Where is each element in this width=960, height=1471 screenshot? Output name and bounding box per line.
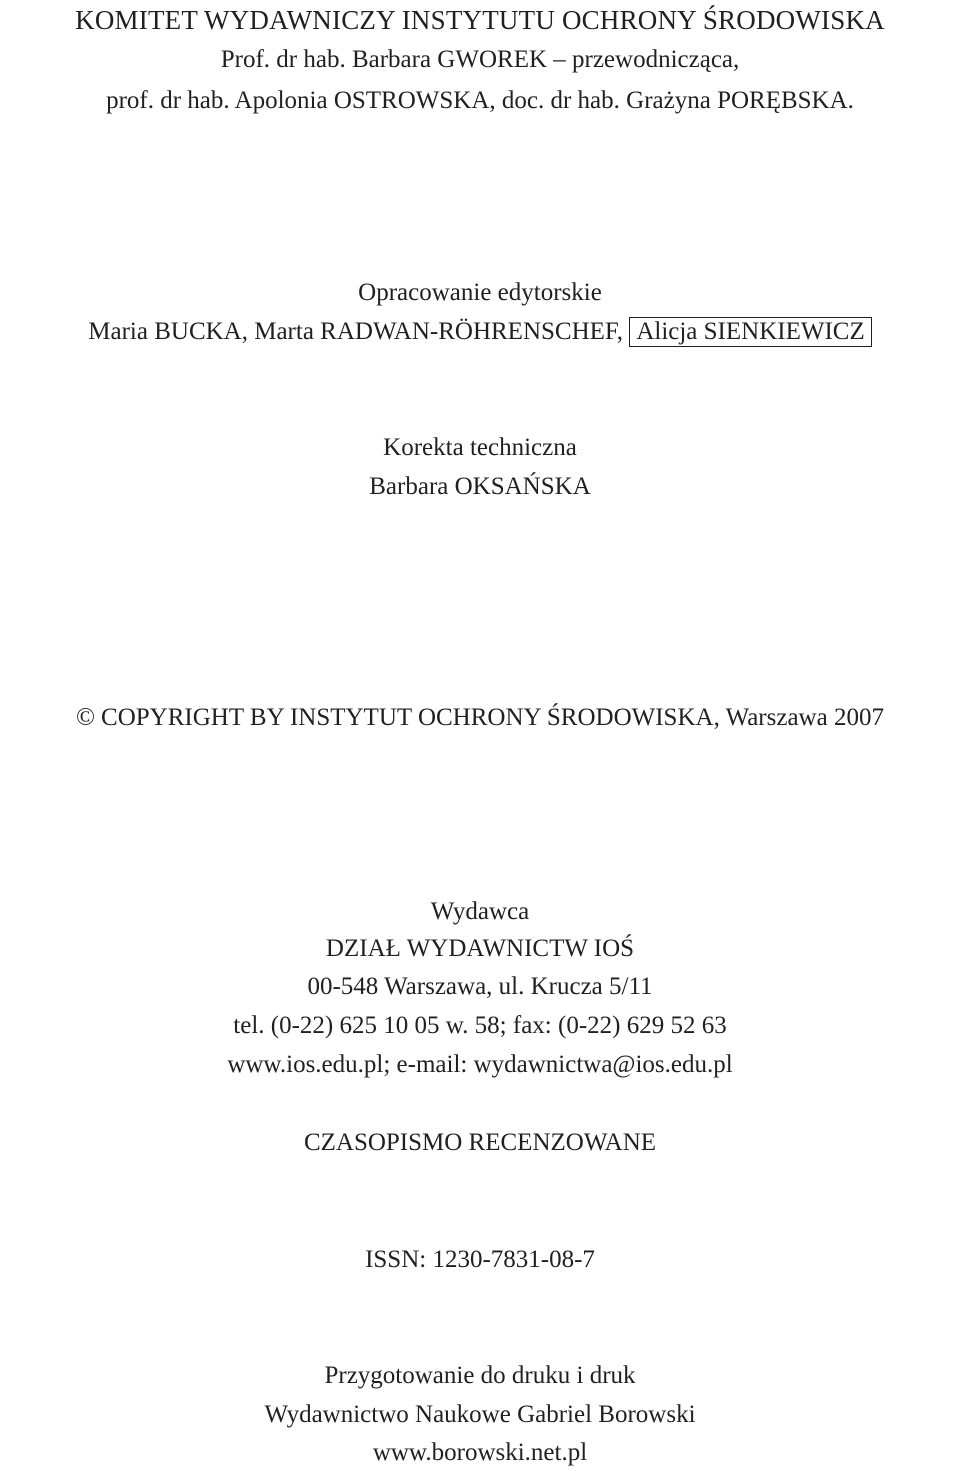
proofreading-heading: Korekta techniczna [383, 434, 577, 461]
copyright-icon: © [76, 704, 96, 731]
copyright-line [0, 703, 960, 733]
editorial-heading: Opracowanie edytorskie [358, 279, 602, 306]
publisher-phone: tel. (0-22) 625 10 05 w. 58; fax: (0-22) 629 52 63 [233, 1012, 727, 1039]
committee-title: KOMITET WYDAWNICZY INSTYTUTU OCHRONY ŚRODOWISKA [75, 5, 885, 35]
copyright-text: COPYRIGHT BY INSTYTUT OCHRONY ŚRODOWISKA, Warszawa 2007 [101, 704, 884, 731]
editorial-boxed-name: Alicja SIENKIEWICZ [629, 317, 871, 347]
printing-heading: Przygotowanie do druku i druk [324, 1362, 636, 1389]
publisher-web: www.ios.edu.pl; e-mail: wydawnictwa@ios.edu.pl [227, 1051, 733, 1078]
publisher-address: 00-548 Warszawa, ul. Krucza 5/11 [307, 973, 653, 1000]
review-note: CZASOPISMO RECENZOWANE [303, 1129, 657, 1156]
publisher-heading: Wydawca [430, 898, 530, 925]
publisher-name: DZIAŁ WYDAWNICTW IOŚ [325, 935, 635, 962]
editorial-names-text: Maria BUCKA, Marta RADWAN-RÖHRENSCHEF, [88, 318, 624, 345]
committee-chair: Prof. dr hab. Barbara GWOREK – przewodnicząca, [220, 46, 740, 73]
committee-members: prof. dr hab. Apolonia OSTROWSKA, doc. dr hab. Grażyna PORĘBSKA. [106, 87, 854, 114]
issn: ISSN: 1230-7831-08-7 [365, 1246, 595, 1273]
printing-web: www.borowski.net.pl [372, 1439, 588, 1466]
editorial-names [0, 317, 960, 347]
printing-company: Wydawnictwo Naukowe Gabriel Borowski [264, 1401, 696, 1428]
proofreading-name: Barbara OKSAŃSKA [369, 473, 591, 500]
